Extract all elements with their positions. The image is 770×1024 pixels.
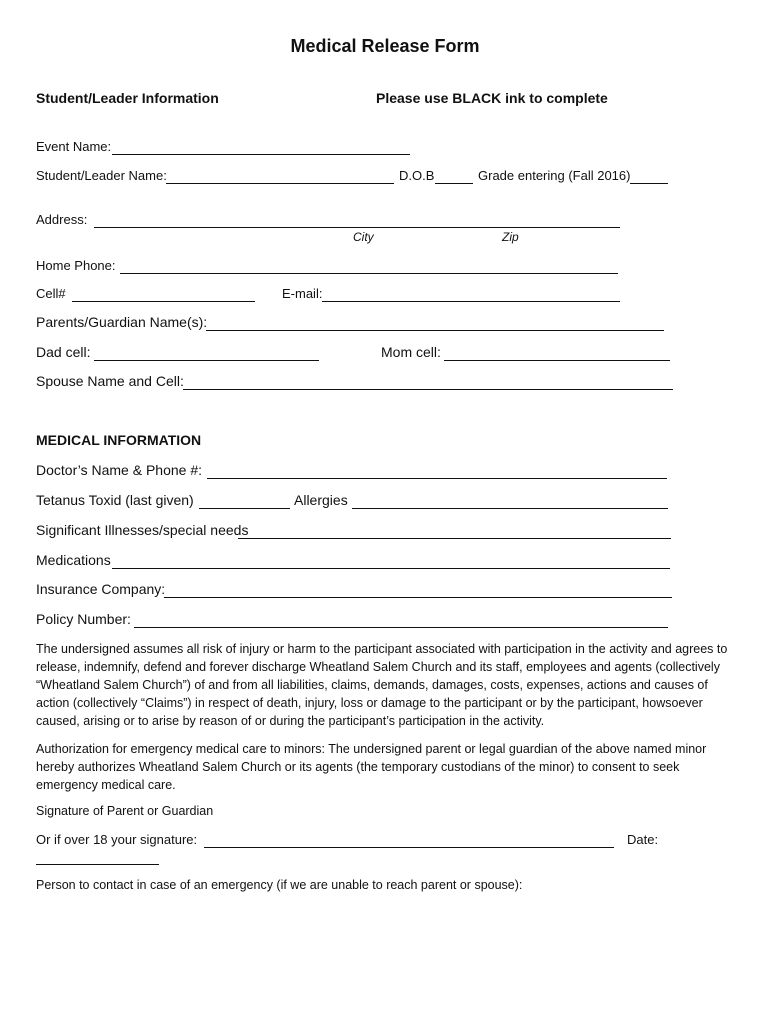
authorization-paragraph: Authorization for emergency medical care to minors: The undersigned parent or legal guardian of the above named minor hereby authorizes Wheatland Salem Church or its agents (the temporary custodians of the minor) to consent to seek emergency medical care. bbox=[36, 742, 707, 792]
event-name-label: Event Name: bbox=[36, 139, 112, 154]
medications-field[interactable] bbox=[112, 568, 670, 569]
doctor-field[interactable] bbox=[207, 478, 667, 479]
event-name-field[interactable] bbox=[112, 154, 410, 155]
allergies-field[interactable] bbox=[352, 508, 668, 509]
email-label: E-mail: bbox=[282, 286, 323, 301]
parents-field[interactable] bbox=[206, 330, 664, 331]
emergency-contact-label: Person to contact in case of an emergency (if we are unable to reach parent or spouse): bbox=[36, 878, 523, 892]
ink-instruction: Please use BLACK ink to complete bbox=[376, 90, 608, 106]
dob-field[interactable] bbox=[435, 183, 473, 184]
grade-field[interactable] bbox=[630, 183, 668, 184]
form-title: Medical Release Form bbox=[290, 36, 480, 56]
allergies-label: Allergies bbox=[294, 492, 348, 508]
medications-label: Medications bbox=[36, 552, 111, 568]
cell-field[interactable] bbox=[72, 301, 255, 302]
signature-field[interactable] bbox=[204, 847, 614, 848]
spouse-label: Spouse Name and Cell: bbox=[36, 373, 184, 389]
policy-field[interactable] bbox=[134, 627, 668, 628]
tetanus-field[interactable] bbox=[199, 508, 290, 509]
insurance-field[interactable] bbox=[164, 597, 672, 598]
cell-label: Cell# bbox=[36, 286, 66, 301]
medical-section-heading: MEDICAL INFORMATION bbox=[36, 432, 202, 448]
home-phone-label: Home Phone: bbox=[36, 258, 116, 273]
release-paragraph: The undersigned assumes all risk of injury or harm to the participant associated with participation in the activity and agrees to release, indemnify, defend and forever discharge Wheatland Salem Church and its staff, employees and agents (collectively “Wheatland Salem Church”) of and from all liabilities, claims, demands, damages, costs, expenses, actions and causes of action (collectively “Claims”) in respect of death, injury, loss or damage to the participant or by the participant, howsoever caused, arising or to arise by reason of or during the participant’s participation in the activity. bbox=[36, 642, 728, 728]
home-phone-field[interactable] bbox=[120, 273, 618, 274]
policy-label: Policy Number: bbox=[36, 611, 131, 627]
date-field[interactable] bbox=[36, 864, 159, 865]
illnesses-field[interactable] bbox=[238, 538, 671, 539]
student-section-heading: Student/Leader Information bbox=[36, 90, 219, 106]
signature-label: Signature of Parent or Guardian bbox=[36, 804, 214, 818]
mom-cell-label: Mom cell: bbox=[381, 344, 441, 360]
illnesses-label: Significant Illnesses/special needs bbox=[36, 522, 249, 538]
grade-label: Grade entering (Fall 2016) bbox=[478, 168, 631, 183]
city-caption: City bbox=[353, 230, 374, 244]
email-field[interactable] bbox=[322, 301, 620, 302]
parents-label: Parents/Guardian Name(s): bbox=[36, 314, 208, 330]
date-label: Date: bbox=[627, 832, 659, 847]
tetanus-label: Tetanus Toxid (last given) bbox=[36, 492, 194, 508]
spouse-field[interactable] bbox=[183, 389, 673, 390]
zip-caption: Zip bbox=[502, 230, 519, 244]
dob-label: D.O.B bbox=[399, 168, 435, 183]
address-label: Address: bbox=[36, 212, 88, 227]
mom-cell-field[interactable] bbox=[444, 360, 670, 361]
insurance-label: Insurance Company: bbox=[36, 581, 166, 597]
doctor-label: Doctor’s Name & Phone #: bbox=[36, 462, 203, 478]
over18-signature-label: Or if over 18 your signature: bbox=[36, 832, 198, 847]
student-name-field[interactable] bbox=[166, 183, 394, 184]
student-name-label: Student/Leader Name: bbox=[36, 168, 167, 183]
dad-cell-field[interactable] bbox=[94, 360, 319, 361]
dad-cell-label: Dad cell: bbox=[36, 344, 91, 360]
address-field[interactable] bbox=[94, 227, 620, 228]
